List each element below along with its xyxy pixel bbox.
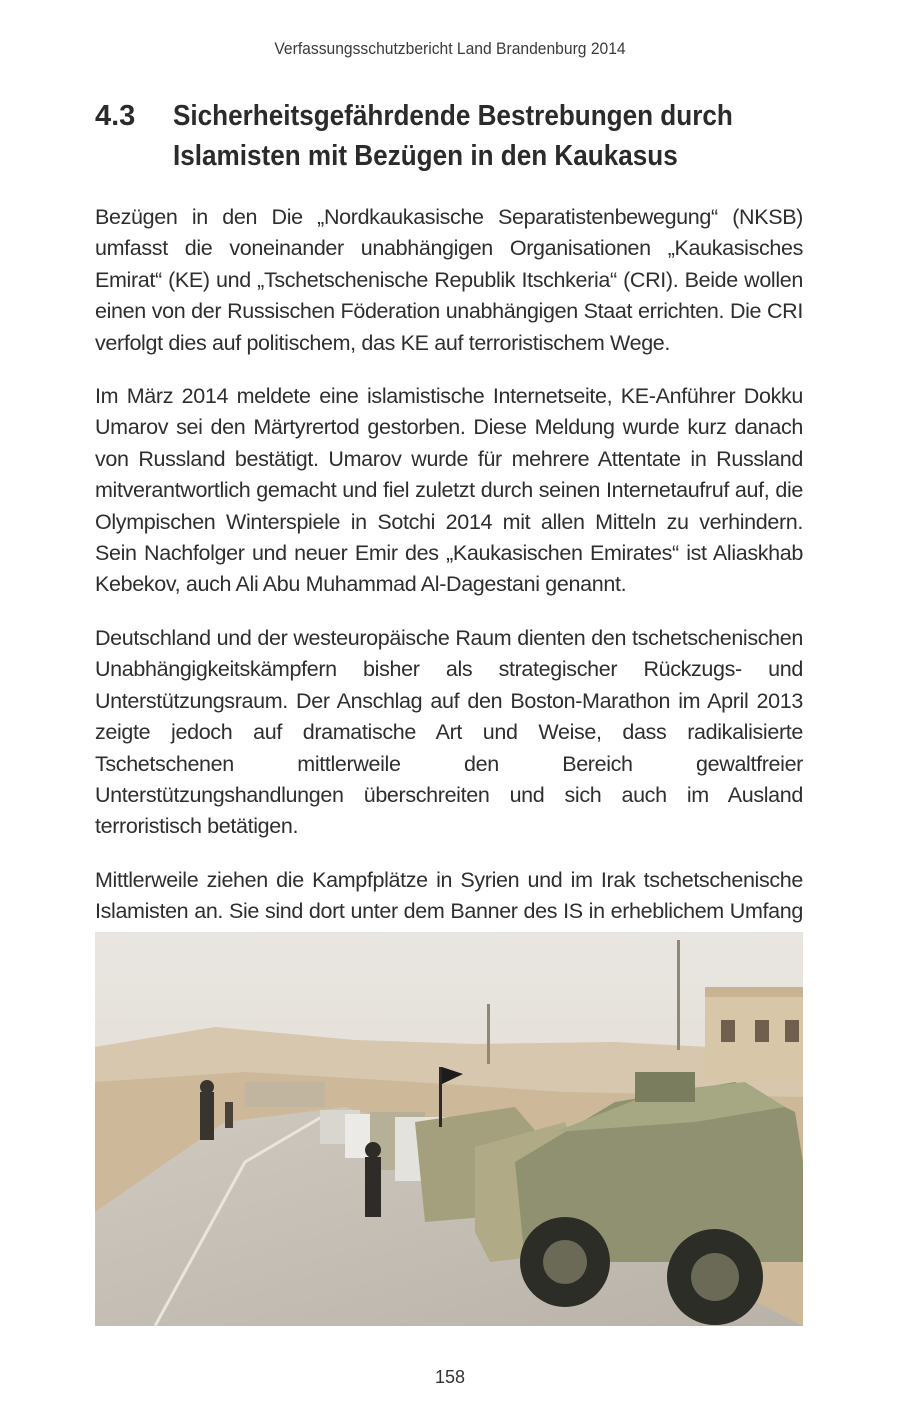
section-title-line-2: Islamisten mit Bezügen in den Kaukasus (173, 140, 678, 172)
paragraph: Mittlerweile ziehen die Kampfplätze in Syrien und im Irak tschetschenische Islamisten an. Sie sind dort unter dem Banner des IS in erheblichem Umfang (95, 867, 803, 924)
section-title-line-1: Sicherheitsgefährdende Bestrebungen durch (173, 100, 733, 132)
page-number: 158 (434, 1367, 466, 1387)
body-text (95, 202, 803, 981)
section-number: 4.3 (95, 100, 136, 132)
convoy-photo (95, 932, 803, 1326)
running-header: Verfassungsschutzbericht Land Brandenburg 2014 (274, 39, 626, 58)
paragraph: Im März 2014 meldete eine islamistische Internetseite, KE-Anführer Dokku Umarov sei den Märtyrertod gestorben. Diese Meldung wurde kurz danach von Russland bestätigt. Umarov wurde für mehrere Attentate in Russland mitverantwortlich gemacht und fiel zuletzt durch seinen Internetaufruf auf, die Olympischen Winterspiele in Sotchi 2014 mit allen Mitteln zu verhindern. Sein Nachfolger und neuer Emir des „Kaukasischen Emirates“ ist Aliaskhab Kebekov, auch Ali Abu Muhammad Al-Dagestani genannt. (95, 384, 803, 597)
paragraph: Bezügen in den Die „Nordkaukasische Separatistenbewegung“ (NKSB) umfasst die voneinander unabhängigen Organisationen „Kaukasisches Emirat“ (KE) und „Tschetschenische Republik Itschkeria“ (CRI). Beide wollen einen von der Russischen Föderation unabhängigen Staat errichten. Die CRI verfolgt dies auf politischem, das KE auf terroristischem Wege. (95, 205, 803, 355)
section-heading (95, 96, 815, 176)
section-title (173, 96, 751, 176)
paragraph: Deutschland und der westeuropäische Raum dienten den tschetschenischen Unabhängigkeitskämpfern bisher als strategischer Rückzugs- und Unterstützungsraum. Der Anschlag auf den Boston-Marathon im April 2013 zeigte jedoch auf dramatische Art und Weise, dass radikalisierte Tschetschenen mittlerweile den Bereich gewaltfreier Unterstützungshandlungen überschreiten und sich auch im Ausland terroristisch betätigen. (95, 625, 803, 839)
